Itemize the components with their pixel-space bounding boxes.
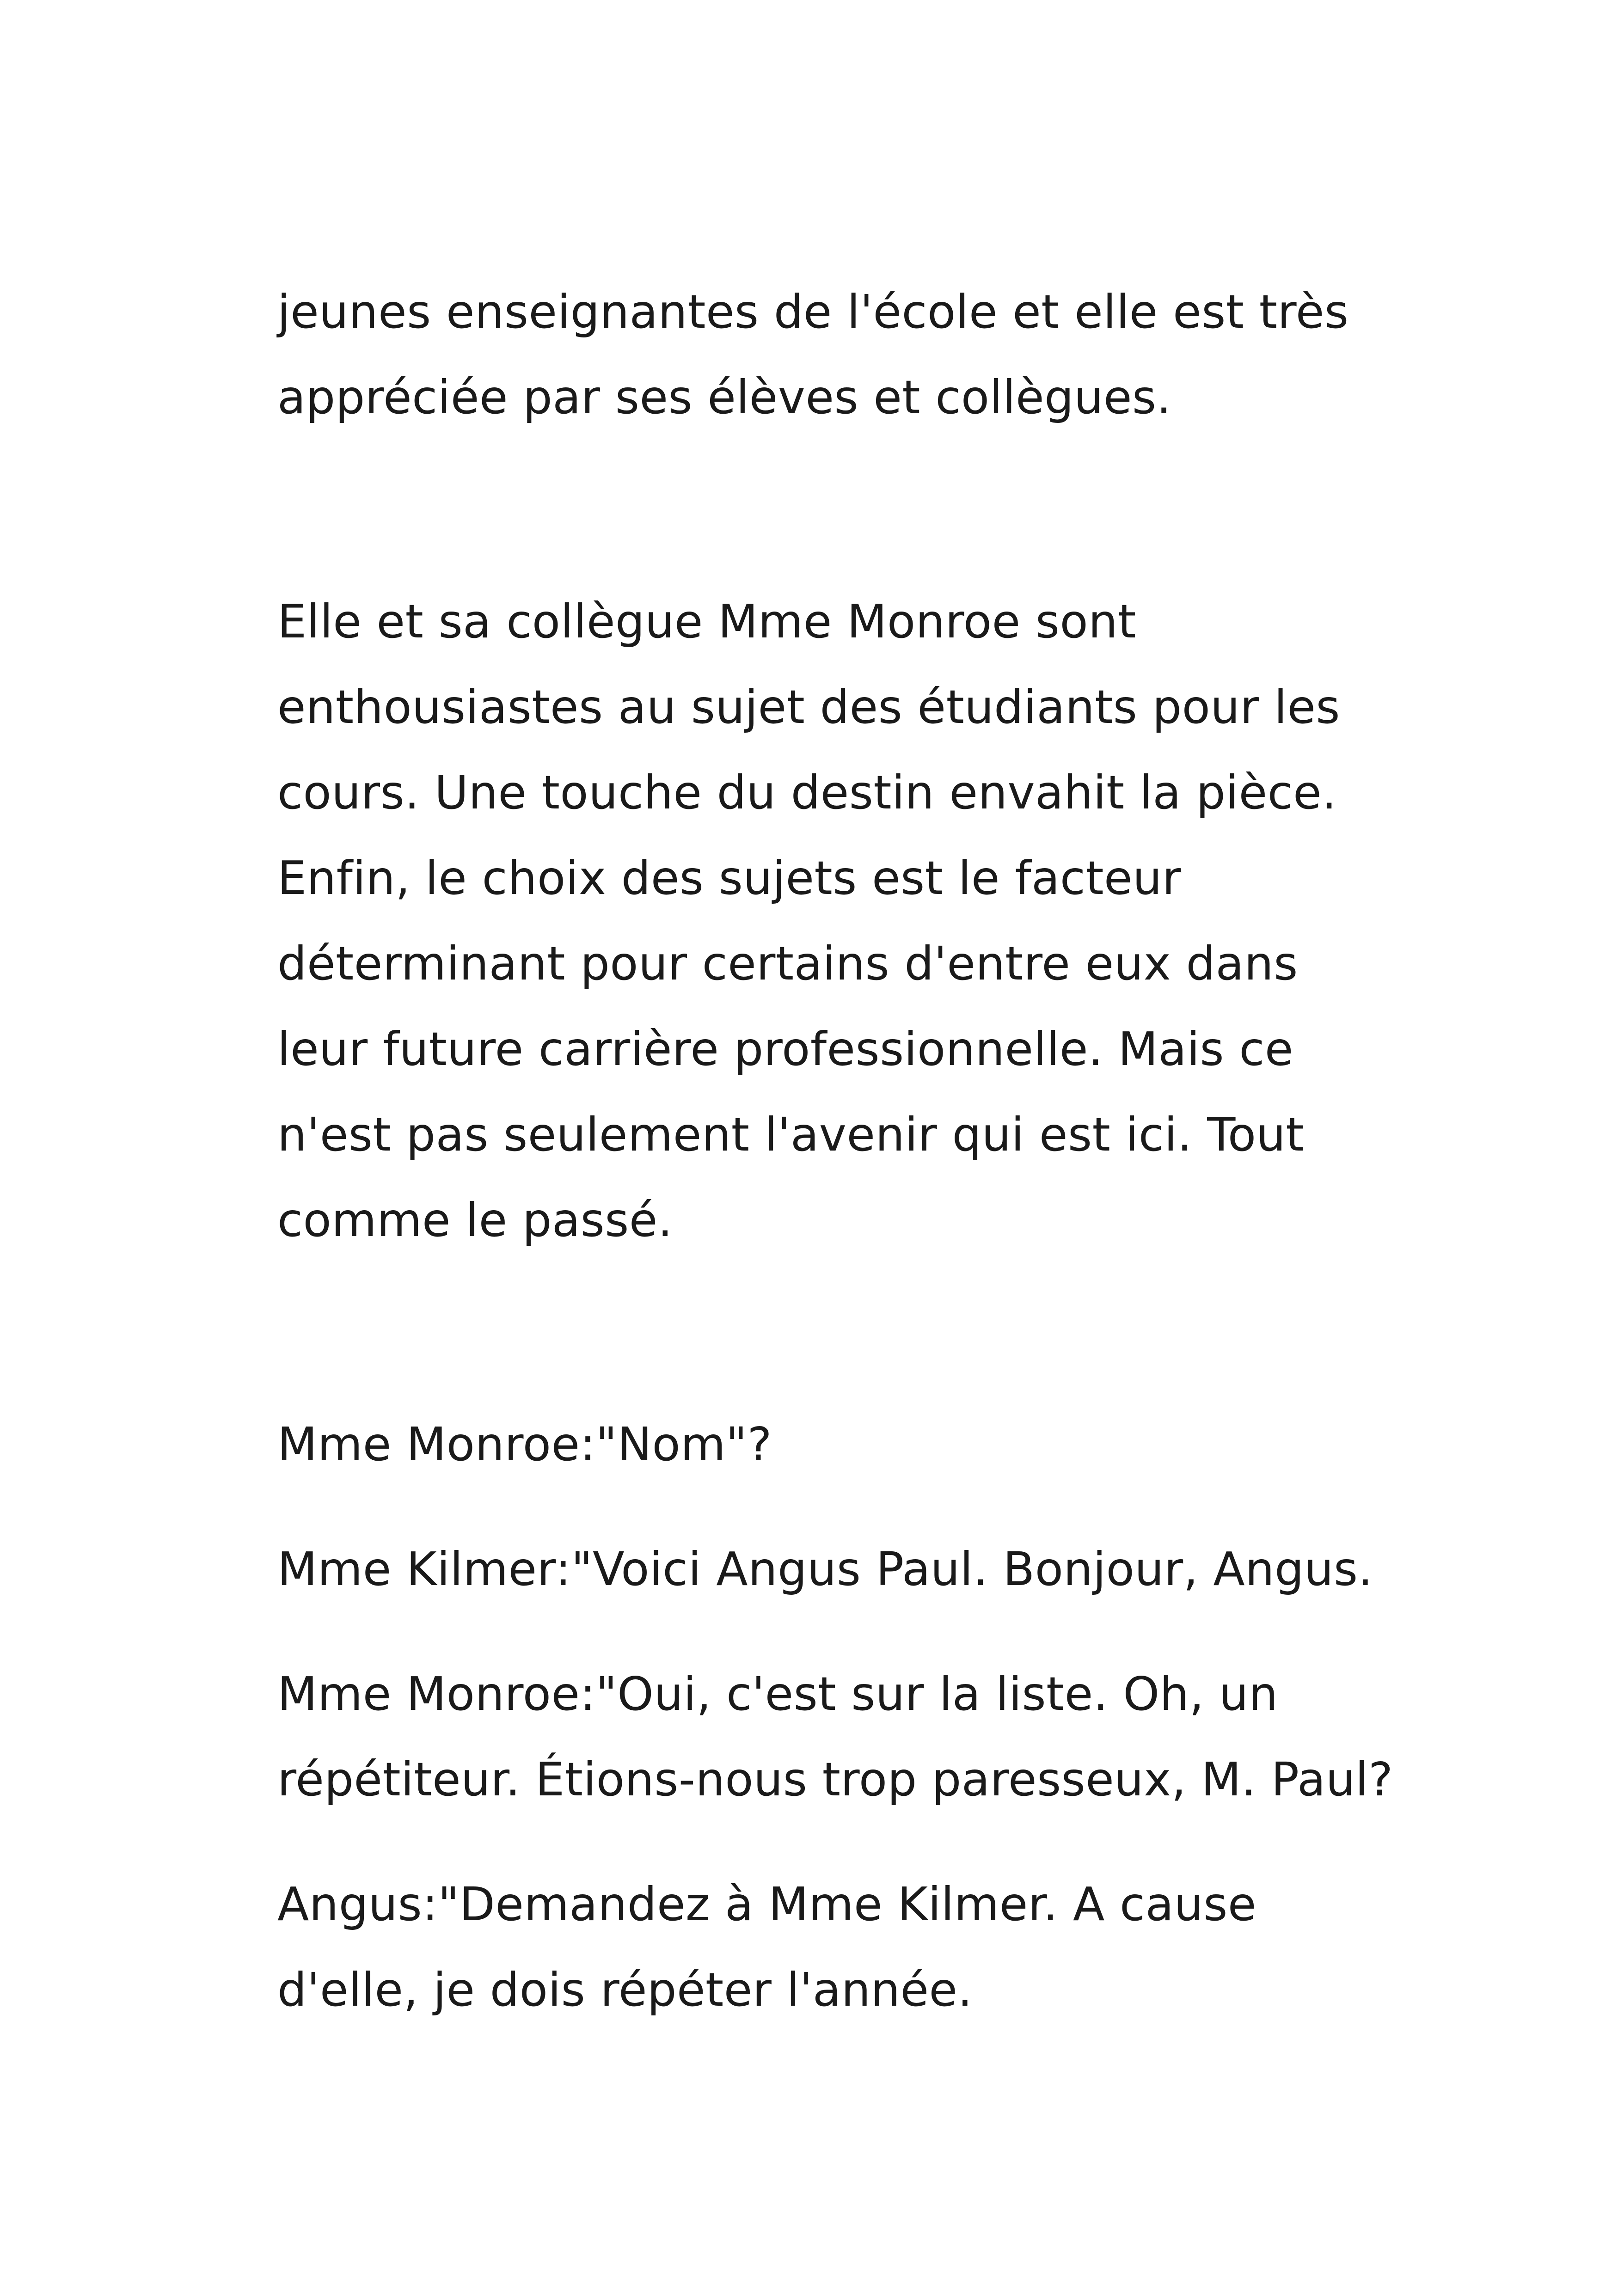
paragraph-2-line-7: n'est pas seulement l'avenir qui est ici. Tout [277, 1108, 1305, 1162]
paragraph-2-line-1: Elle et sa collègue Mme Monroe sont [277, 594, 1136, 649]
paragraph-2-line-2: enthousiastes au sujet des étudiants pour les [277, 680, 1341, 734]
dialogue-line: Angus:"Demandez à Mme Kilmer. A cause [277, 1877, 1256, 1931]
paragraph-2-line-6: leur future carrière professionnelle. Mais ce [277, 1022, 1293, 1076]
paragraph-1-line-2: appréciée par ses élèves et collègues. [277, 370, 1171, 424]
dialogue-line: d'elle, je dois répéter l'année. [277, 1963, 973, 2017]
paragraph-2-line-3: cours. Une touche du destin envahit la pièce. [277, 765, 1337, 820]
paragraph-2-line-8: comme le passé. [277, 1193, 673, 1247]
paragraph-2-line-4: Enfin, le choix des sujets est le facteur [277, 851, 1182, 905]
dialogue-line: Mme Monroe:"Nom"? [277, 1417, 772, 1471]
dialogue-line: Mme Kilmer:"Voici Angus Paul. Bonjour, Angus. [277, 1542, 1373, 1596]
paragraph-2-line-5: déterminant pour certains d'entre eux dans [277, 937, 1298, 991]
dialogue-line: répétiteur. Étions-nous trop paresseux, M. Paul? [277, 1752, 1393, 1806]
dialogue-line: Mme Monroe:"Oui, c'est sur la liste. Oh, un [277, 1667, 1278, 1721]
paragraph-1-line-1: jeunes enseignantes de l'école et elle est très [277, 285, 1349, 339]
